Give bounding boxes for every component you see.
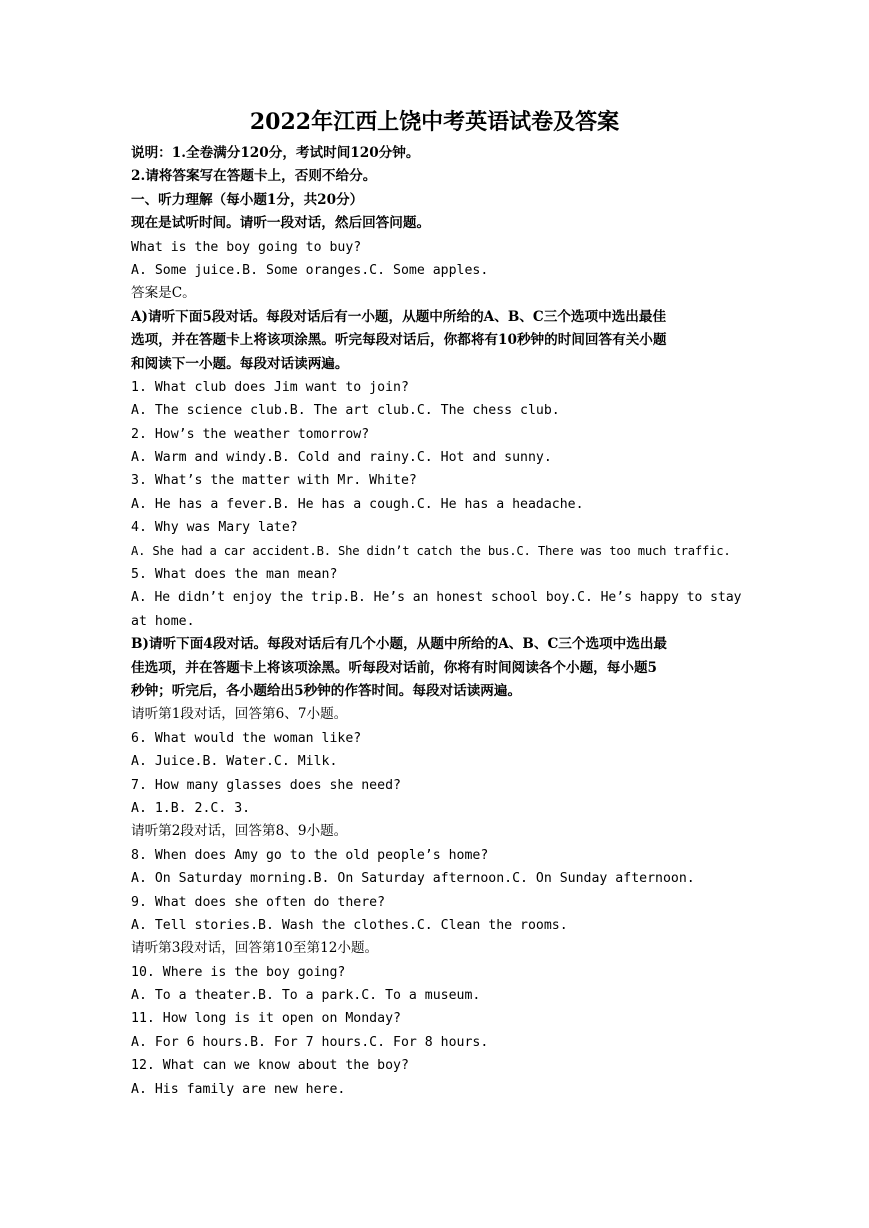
document-line: A. Juice.B. Water.C. Milk. — [131, 754, 338, 770]
document-line: 12. What can we know about the boy? — [131, 1058, 409, 1074]
document-line: What is the boy going to buy? — [131, 239, 362, 255]
document-line: 请听第1段对话，回答第6、7小题。 — [131, 706, 348, 723]
document-line: A. He has a fever.B. He has a cough.C. He has a headache. — [131, 496, 584, 512]
document-line: 2. How’s the weather tomorrow? — [131, 426, 370, 442]
document-line: A. For 6 hours.B. For 7 hours.C. For 8 hours. — [131, 1034, 489, 1050]
document-line: at home. — [131, 613, 195, 629]
document-line: 4. Why was Mary late? — [131, 520, 298, 536]
document-line: A. Some juice.B. Some oranges.C. Some apples. — [131, 262, 489, 278]
document-line: A. She had a car accident.B. She didn’t catch the bus.C. There was too much traffic. — [131, 543, 731, 558]
document-line: A)请听下面5段对话。每段对话后有一小题，从题中所给的A、B、C三个选项中选出最佳 — [131, 308, 667, 325]
document-line: 2.请将答案写在答题卡上，否则不给分。 — [131, 168, 377, 185]
document-line: 秒钟；听完后，各小题给出5秒钟的作答时间。每段对话读两遍。 — [131, 682, 522, 699]
document-body — [131, 142, 741, 1101]
document-line: A. To a theater.B. To a park.C. To a museum. — [131, 988, 481, 1004]
document-title: 2022年江西上饶中考英语试卷及答案 — [249, 109, 620, 135]
document-line: 请听第2段对话，回答第8、9小题。 — [131, 823, 348, 840]
document-line: A. His family are new here. — [131, 1081, 346, 1097]
document-line: 5. What does the man mean? — [131, 567, 338, 583]
document-line: A. The science club.B. The art club.C. The chess club. — [131, 403, 560, 419]
document-line: A. 1.B. 2.C. 3. — [131, 800, 251, 816]
document-line: A. On Saturday morning.B. On Saturday afternoon.C. On Sunday afternoon. — [131, 871, 695, 887]
document-line: 一、听力理解（每小题1分，共20分） — [131, 191, 364, 208]
document-line: 说明：1.全卷满分120分，考试时间120分钟。 — [131, 145, 420, 161]
document-line: 6. What would the woman like? — [131, 730, 362, 746]
document-line: B)请听下面4段对话。每段对话后有几个小题，从题中所给的A、B、C三个选项中选出最 — [131, 636, 668, 653]
document-line: 请听第3段对话，回答第10至第12小题。 — [131, 940, 379, 957]
document-line: 和阅读下一小题。每段对话读两遍。 — [131, 355, 349, 372]
document-line: 现在是试听时间。请听一段对话，然后回答问题。 — [131, 215, 431, 232]
document-line: A. He didn’t enjoy the trip.B. He’s an honest school boy.C. He’s happy to stay — [131, 590, 742, 606]
document-line: 答案是C。 — [131, 285, 196, 302]
document-line: 选项，并在答题卡上将该项涂黑。听完每段对话后，你都将有10秒钟的时间回答有关小题 — [131, 332, 667, 349]
document-line: 3. What’s the matter with Mr. White? — [131, 473, 417, 489]
document-line: 11. How long is it open on Monday? — [131, 1011, 401, 1027]
document-line: A. Warm and windy.B. Cold and rainy.C. Hot and sunny. — [131, 450, 552, 466]
document-line: 佳选项，并在答题卡上将该项涂黑。听每段对话前，你将有时间阅读各个小题，每小题5 — [131, 659, 658, 676]
document-line: 1. What club does Jim want to join? — [131, 379, 409, 395]
document-line: 7. How many glasses does she need? — [131, 777, 401, 793]
document-line: 10. Where is the boy going? — [131, 964, 346, 980]
document-line: A. Tell stories.B. Wash the clothes.C. Clean the rooms. — [131, 917, 568, 933]
document-line: 8. When does Amy go to the old people’s home? — [131, 847, 489, 863]
document-line: 9. What does she often do there? — [131, 894, 386, 910]
